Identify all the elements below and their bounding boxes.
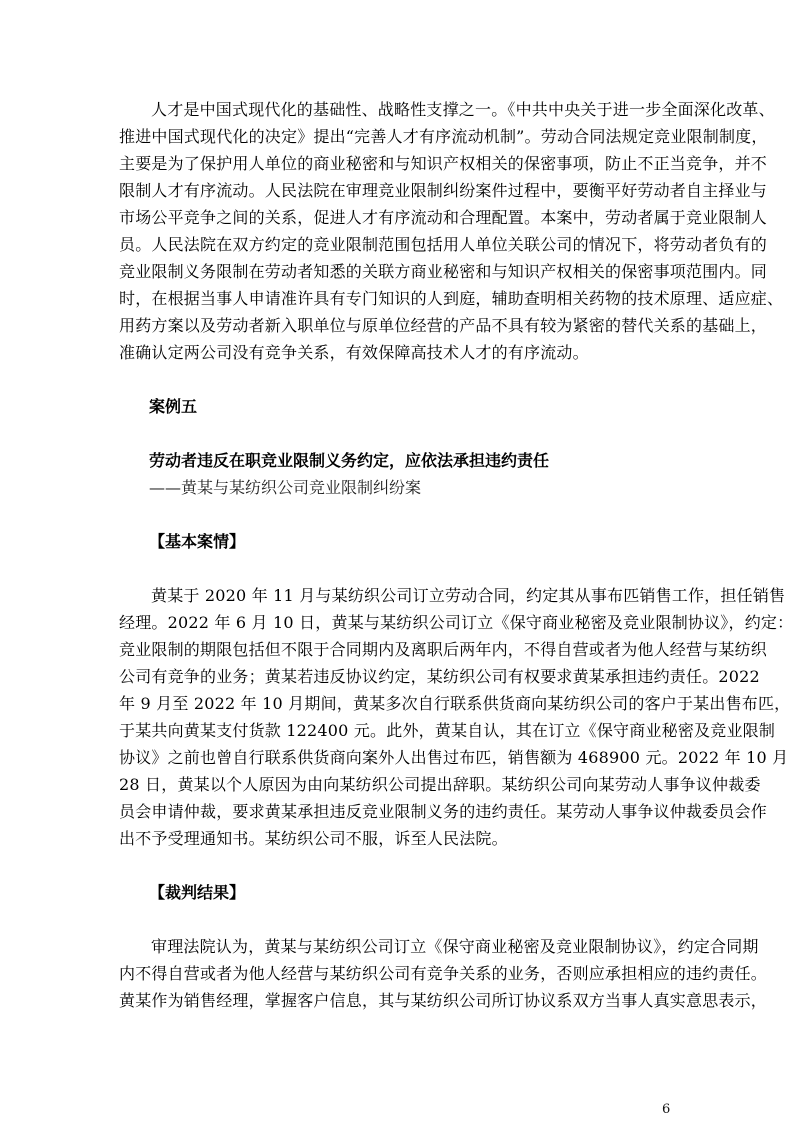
section-heading-judgment-result: 【裁判结果】 (149, 883, 246, 902)
case-title: 劳动者违反在职竞业限制义务约定，应依法承担违约责任 (149, 451, 550, 470)
section-heading-basic-facts: 【基本案情】 (149, 532, 246, 551)
case-number-heading: 案例五 (149, 397, 198, 416)
intro-paragraph: 人才是中国式现代化的基础性、战略性支撑之一。《中共中央关于进一步全面深化改革、 推进中国式现代化的决定》提出“完善人才有序流动机制”。劳动合同法规定竞业限制制度， 主要是为了保护用人单位的商业秘密和与知识产权相关的保密事项，防止不正当竞争，并不 限制人才有序流动。人民法院在审理竞业限制纠纷案件过程中，要衡平好劳动者自主择业与 市场公平竞争之间的关系，促进人才有序流动和合理配置。本案中，劳动者属于竞业限制人 员。人民法院在双方约定的竞业限制范围包括用人单位关联公司的情况下，将劳动者负有的 竞业限制义务限制在劳动者知悉的关联方商业秘密和与知识产权相关的保密事项范围内。同 时，在根据当事人申请准许具有专门知识的人到庭，辅助查明相关药物的技术原理、适应症、 用药方案以及劳动者新入职单位与原单位经营的产品不具有较为紧密的替代关系的基础上， 准确认定两公司没有竞争关系，有效保障高技术人才的有序流动。 (119, 100, 784, 362)
basic-facts-paragraph: 黄某于 2020 年 11 月与某纺织公司订立劳动合同，约定其从事布匹销售工作，担任销售 经理。2022 年 6 月 10 日，黄某与某纺织公司订立《保守商业秘密及竞业限制协议》，约定： 竞业限制的期限包括但不限于合同期内及离职后两年内，不得自营或者为他人经营与某纺织 公司有竞争的业务；黄某若违反协议约定，某纺织公司有权要求黄某承担违约责任。2022 年 9 月至 2022 年 10 月期间，黄某多次自行联系供货商向某纺织公司的客户于某出售布匹， 于某共向黄某支付货款 122400 元。此外，黄某自认，其在订立《保守商业秘密及竞业限制 协议》之前也曾自行联系供货商向案外人出售过布匹，销售额为 468900 元。2022 年 10 月 28 日，黄某以个人原因为由向某纺织公司提出辞职。某纺织公司向某劳动人事争议仲裁委 员会申请仲裁，要求黄某承担违反竞业限制义务的违约责任。某劳动人事争议仲裁委员会作 出不予受理通知书。某纺织公司不服，诉至人民法院。 (119, 586, 793, 848)
page-number: 6 (662, 1102, 671, 1117)
document-body (119, 96, 793, 1014)
judgment-result-paragraph: 审理法院认为，黄某与某纺织公司订立《保守商业秘密及竞业限制协议》，约定合同期 内不得自营或者为他人经营与某纺织公司有竞争关系的业务，否则应承担相应的违约责任。 黄某作为销售经理，掌握客户信息，其与某纺织公司所订协议系双方当事人真实意思表示， (119, 937, 768, 1010)
case-subtitle: ——黄某与某纺织公司竞业限制纠纷案 (149, 478, 422, 497)
